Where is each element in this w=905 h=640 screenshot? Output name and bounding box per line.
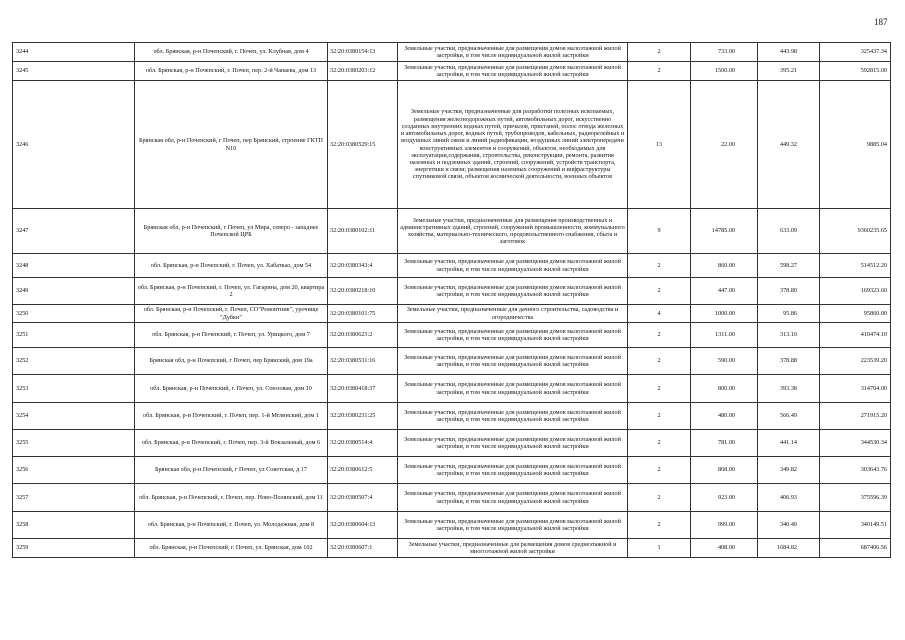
- land-use-cell: Земельные участки, предназначенные для размещения домов среднеэтажной и многоэтажной жилой застройки: [398, 539, 628, 558]
- category-cell: 2: [628, 62, 691, 81]
- rate-cell: 1684.82: [758, 539, 820, 558]
- cadastral-number-cell: 32:20:0380623:2: [328, 323, 398, 348]
- table-row: [13, 81, 891, 209]
- table-row: [13, 484, 891, 512]
- table-row: [13, 43, 891, 62]
- rate-cell: 598.27: [758, 254, 820, 278]
- area-cell: 590.00: [691, 348, 758, 375]
- address-cell: обл. Брянская, р-н Почепский, г. Почеп, ул. Брянская, дом 102: [135, 539, 328, 558]
- cadastral-number-cell: 32:20:0380607:1: [328, 539, 398, 558]
- category-cell: 2: [628, 348, 691, 375]
- cadastral-value-cell: 303643.76: [820, 457, 891, 484]
- row-number: 3248: [13, 254, 135, 278]
- category-cell: 2: [628, 323, 691, 348]
- land-use-cell: Земельные участки, предназначенные для размещения домов малоэтажной жилой застройки, в том числе индивидуальной жилой застройки: [398, 457, 628, 484]
- category-cell: 1: [628, 539, 691, 558]
- cadastral-number-cell: 32:20:0380203:12: [328, 62, 398, 81]
- table-row: [13, 278, 891, 305]
- land-use-cell: Земельные участки, предназначенные для размещения домов малоэтажной жилой застройки, в том числе индивидуальной жилой застройки: [398, 323, 628, 348]
- rate-cell: 633.09: [758, 209, 820, 254]
- cadastral-number-cell: 32:20:0380418:37: [328, 375, 398, 403]
- table-row: [13, 323, 891, 348]
- rate-cell: 566.49: [758, 403, 820, 430]
- area-cell: 860.00: [691, 254, 758, 278]
- address-cell: обл. Брянская, р-н Почепский, г. Почеп, ул. Хабаткао, дом 54: [135, 254, 328, 278]
- area-cell: 800.00: [691, 375, 758, 403]
- cadastral-number-cell: 32:20:0380154:13: [328, 43, 398, 62]
- table-row: [13, 430, 891, 457]
- cadastral-number-cell: 32:20:0380102:11: [328, 209, 398, 254]
- area-cell: 22.00: [691, 81, 758, 209]
- cadastral-value-cell: 9885.04: [820, 81, 891, 209]
- table-row: [13, 375, 891, 403]
- cadastral-value-cell: 325437.34: [820, 43, 891, 62]
- rate-cell: 449.32: [758, 81, 820, 209]
- cadastral-value-cell: 95860.00: [820, 305, 891, 323]
- land-use-cell: Земельные участки, предназначенные для размещения домов малоэтажной жилой застройки, в том числе индивидуальной жилой застройки: [398, 375, 628, 403]
- area-cell: 733.00: [691, 43, 758, 62]
- row-number: 3258: [13, 512, 135, 539]
- address-cell: обл. Брянская, р-н Почепский, г. Почеп, пер. 1-й Мглинский, дом 1: [135, 403, 328, 430]
- land-use-cell: Земельные участки, предназначенные для дачного строительства, садоводства и огородничества: [398, 305, 628, 323]
- row-number: 3259: [13, 539, 135, 558]
- area-cell: 923.00: [691, 484, 758, 512]
- table-body: [13, 43, 891, 558]
- rate-cell: 313.10: [758, 323, 820, 348]
- table-row: [13, 209, 891, 254]
- address-cell: обл. Брянская, р-н Почепский, г. Почеп, пер. 3-й Вокзальный, дом 6: [135, 430, 328, 457]
- rate-cell: 443.98: [758, 43, 820, 62]
- land-use-cell: Земельные участки, предназначенные для размещения домов малоэтажной жилой застройки, в том числе индивидуальной жилой застройки: [398, 403, 628, 430]
- land-use-cell: Земельные участки, предназначенные для размещения домов малоэтажной жилой застройки, в том числе индивидуальной жилой застройки: [398, 484, 628, 512]
- rate-cell: 378.80: [758, 278, 820, 305]
- area-cell: 447.00: [691, 278, 758, 305]
- row-number: 3249: [13, 278, 135, 305]
- address-cell: обл. Брянская, р-н Почепский, г. Почеп, пер. 2-й Чапаева, дом 13: [135, 62, 328, 81]
- cadastral-number-cell: 32:20:0380604:13: [328, 512, 398, 539]
- area-cell: 781.00: [691, 430, 758, 457]
- area-cell: 408.00: [691, 539, 758, 558]
- land-use-cell: Земельные участки, предназначенные для разработки полезных ископаемых, размещения железнодорожных путей, автомобильных дорог, искусственно созданных внутренних водных путей, причалов, пристаней, полос отвода железных и автомобильных дорог, водных путей, трубопроводов, кабельных, радиорелейных и воздушных линий связи и линий радиофикации, воздушных линий электропередачи конструктивных элементов и сооружений, объектов, необходимых для эксплуатации,содержания, строительства, реконструкции, ремонта, развития наземных и подземных зданий, строений, сооружений, устройств транспорта, энергетики и связи; размещения наземных сооружений и инфраструктуры спутниковой связи, объектов космической деятельности, военных объектов: [398, 81, 628, 209]
- row-number: 3254: [13, 403, 135, 430]
- cadastral-value-cell: 314704.00: [820, 375, 891, 403]
- cadastral-number-cell: 32:20:0380514:4: [328, 430, 398, 457]
- area-cell: 999.00: [691, 512, 758, 539]
- land-use-cell: Земельные участки, предназначенные для размещения домов малоэтажной жилой застройки, в том числе индивидуальной жилой застройки: [398, 43, 628, 62]
- category-cell: 2: [628, 403, 691, 430]
- cadastral-number-cell: 32:20:0380343:4: [328, 254, 398, 278]
- row-number: 3257: [13, 484, 135, 512]
- address-cell: обл. Брянская, р-н Почепский, г. Почеп, ул. Клубная, дом 4: [135, 43, 328, 62]
- table-row: [13, 305, 891, 323]
- area-cell: 1000.00: [691, 305, 758, 323]
- row-number: 3244: [13, 43, 135, 62]
- cadastral-value-cell: 340149.51: [820, 512, 891, 539]
- category-cell: 2: [628, 430, 691, 457]
- cadastral-value-cell: 344530.34: [820, 430, 891, 457]
- cadastral-number-cell: 32:20:0380218:10: [328, 278, 398, 305]
- area-cell: 1500.00: [691, 62, 758, 81]
- table-row: [13, 512, 891, 539]
- area-cell: 1311.00: [691, 323, 758, 348]
- cadastral-number-cell: 32:20:0380531:16: [328, 348, 398, 375]
- address-cell: Брянская обл, р-н Почепский, г Почеп, ул Мира, северо - западнее Почепской ЦРБ: [135, 209, 328, 254]
- category-cell: 2: [628, 254, 691, 278]
- category-cell: 2: [628, 278, 691, 305]
- area-cell: 868.00: [691, 457, 758, 484]
- land-use-cell: Земельные участки, предназначенные для размещения домов малоэтажной жилой застройки, в том числе индивидуальной жилой застройки: [398, 254, 628, 278]
- cadastral-value-cell: 271915.20: [820, 403, 891, 430]
- row-number: 3245: [13, 62, 135, 81]
- land-use-cell: Земельные участки, предназначенные для размещения производственных и административных зданий, строений, сооружений промышленности, коммунального хозяйства, материально-технического, продовольственного снабжения, сбыта и заготовок: [398, 209, 628, 254]
- address-cell: обл. Брянская, р-н Почепский, г. Почеп, ул. Союзовая, дом 10: [135, 375, 328, 403]
- area-cell: 480.00: [691, 403, 758, 430]
- cadastral-value-cell: 410474.10: [820, 323, 891, 348]
- address-cell: обл. Брянская, р-н Почепский, г. Почеп, ул. Гагарина, дом 20, квартира 2: [135, 278, 328, 305]
- cadastral-value-cell: 687406.56: [820, 539, 891, 558]
- cadastral-value-cell: 592815.00: [820, 62, 891, 81]
- table-row: [13, 403, 891, 430]
- rate-cell: 406.93: [758, 484, 820, 512]
- category-cell: 2: [628, 512, 691, 539]
- category-cell: 4: [628, 305, 691, 323]
- row-number: 3250: [13, 305, 135, 323]
- cadastral-value-cell: 9360235.65: [820, 209, 891, 254]
- cadastral-value-cell: 169323.60: [820, 278, 891, 305]
- cadastral-value-cell: 223539.20: [820, 348, 891, 375]
- category-cell: 2: [628, 484, 691, 512]
- category-cell: 2: [628, 43, 691, 62]
- address-cell: Брянская обл, р-н Почепский, г Почеп, пер Брянский, дом 19а: [135, 348, 328, 375]
- category-cell: 2: [628, 375, 691, 403]
- rate-cell: 393.38: [758, 375, 820, 403]
- rate-cell: 395.21: [758, 62, 820, 81]
- category-cell: 9: [628, 209, 691, 254]
- category-cell: 2: [628, 457, 691, 484]
- table-row: [13, 457, 891, 484]
- cadastral-value-cell: 375596.39: [820, 484, 891, 512]
- cadastral-value-table: [12, 42, 891, 558]
- cadastral-number-cell: 32:20:0380507:4: [328, 484, 398, 512]
- address-cell: Брянская обл, р-н Почепский, г Почеп, ул Советская, д 17: [135, 457, 328, 484]
- rate-cell: 340.49: [758, 512, 820, 539]
- row-number: 3252: [13, 348, 135, 375]
- land-use-cell: Земельные участки, предназначенные для размещения домов малоэтажной жилой застройки, в том числе индивидуальной жилой застройки: [398, 278, 628, 305]
- address-cell: обл. Брянская, р-н Почепский, г. Почеп, ул. Урицкого, дом 7: [135, 323, 328, 348]
- rate-cell: 95.86: [758, 305, 820, 323]
- table-row: [13, 254, 891, 278]
- address-cell: обл. Брянская, р-н Почепский, г. Почеп, СО"Ремонтник", урочище "Дубки": [135, 305, 328, 323]
- land-use-cell: Земельные участки, предназначенные для размещения домов малоэтажной жилой застройки, в том числе индивидуальной жилой застройки: [398, 348, 628, 375]
- address-cell: обл. Брянская, р-н Почепский, г. Почеп, ул. Молодежная, дом 8: [135, 512, 328, 539]
- cadastral-number-cell: 32:20:0380529:15: [328, 81, 398, 209]
- rate-cell: 441.14: [758, 430, 820, 457]
- land-use-cell: Земельные участки, предназначенные для размещения домов малоэтажной жилой застройки, в том числе индивидуальной жилой застройки: [398, 62, 628, 81]
- table-row: [13, 62, 891, 81]
- table-row: [13, 539, 891, 558]
- address-cell: обл. Брянская, р-н Почепский, г. Почеп, пер. Ново-Полянский, дом 11: [135, 484, 328, 512]
- cadastral-value-cell: 514512.20: [820, 254, 891, 278]
- land-use-cell: Земельные участки, предназначенные для размещения домов малоэтажной жилой застройки, в том числе индивидуальной жилой застройки: [398, 430, 628, 457]
- land-use-cell: Земельные участки, предназначенные для размещения домов малоэтажной жилой застройки, в том числе индивидуальной жилой застройки: [398, 512, 628, 539]
- row-number: 3256: [13, 457, 135, 484]
- row-number: 3247: [13, 209, 135, 254]
- row-number: 3246: [13, 81, 135, 209]
- rate-cell: 378.88: [758, 348, 820, 375]
- row-number: 3255: [13, 430, 135, 457]
- row-number: 3251: [13, 323, 135, 348]
- table-row: [13, 348, 891, 375]
- row-number: 3253: [13, 375, 135, 403]
- address-cell: Брянская обл, р-н Почепский, г Почеп, пер Брянский, строение ГКТП N10: [135, 81, 328, 209]
- cadastral-number-cell: 32:20:0380612:5: [328, 457, 398, 484]
- cadastral-number-cell: 32:20:0380231:25: [328, 403, 398, 430]
- area-cell: 14785.00: [691, 209, 758, 254]
- cadastral-number-cell: 32:20:0380101:75: [328, 305, 398, 323]
- rate-cell: 349.82: [758, 457, 820, 484]
- category-cell: 13: [628, 81, 691, 209]
- page-number: 187: [874, 17, 888, 27]
